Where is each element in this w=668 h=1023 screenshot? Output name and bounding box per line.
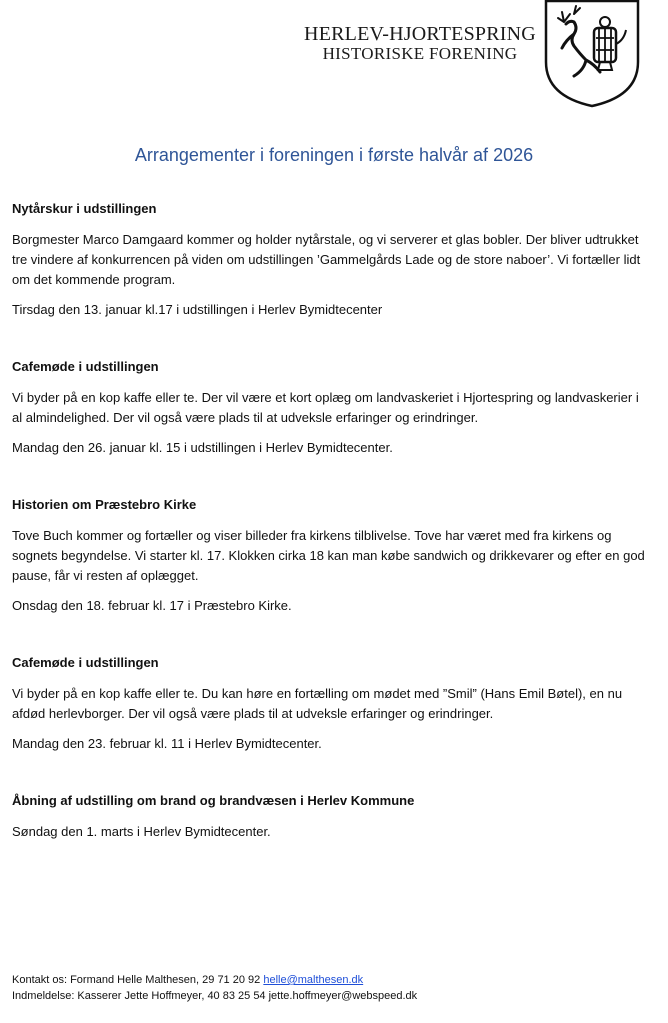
org-name-line1: HERLEV-HJORTESPRING <box>304 23 536 45</box>
event-date: Tirsdag den 13. januar kl.17 i udstillingen i Herlev Bymidtecenter <box>12 302 383 317</box>
contact-email-link[interactable]: helle@malthesen.dk <box>263 974 364 986</box>
event-date: Onsdag den 18. februar kl. 17 i Præstebro Kirke. <box>12 598 292 613</box>
event-item <box>12 654 652 754</box>
org-name <box>290 24 550 64</box>
crest-logo-icon <box>544 0 640 108</box>
event-item <box>12 358 652 458</box>
event-heading: Åbning af udstilling om brand og brandvæsen i Herlev Kommune <box>12 793 415 808</box>
org-name-line2: HISTORISKE FORENING <box>322 44 518 63</box>
contact-text: Kontakt os: Formand Helle Malthesen, 29 71 20 92 <box>12 974 264 986</box>
event-heading: Cafemøde i udstillingen <box>12 655 159 670</box>
event-description: Vi byder på en kop kaffe eller te. Du kan høre en fortælling om mødet med ”Smil” (Hans Emil Bøtel), en nu afdød herlevborger. Der vil også være plads til at udveksle erfaringer og erindringer. <box>12 686 623 721</box>
event-item <box>12 496 652 616</box>
event-item <box>12 792 652 842</box>
header <box>0 0 668 110</box>
event-heading: Cafemøde i udstillingen <box>12 359 159 374</box>
event-heading: Nytårskur i udstillingen <box>12 201 157 216</box>
events-list <box>12 200 652 880</box>
footer <box>12 972 652 1004</box>
footer-membership: Indmeldelse: Kasserer Jette Hoffmeyer, 40 83 25 54 jette.hoffmeyer@webspeed.dk <box>12 990 418 1002</box>
event-date: Søndag den 1. marts i Herlev Bymidtecenter. <box>12 824 271 839</box>
event-item <box>12 200 652 320</box>
event-date: Mandag den 23. februar kl. 11 i Herlev Bymidtecenter. <box>12 736 322 751</box>
footer-contact <box>12 972 652 988</box>
event-description: Borgmester Marco Damgaard kommer og holder nytårstale, og vi serverer et glas bobler. Der bliver udtrukket tre vindere af konkurrencen på viden om udstillingen ’Gammelgårds Lade og de store naboer’. Vi fortæller lidt om det kommende program. <box>12 232 641 287</box>
event-description: Tove Buch kommer og fortæller og viser billeder fra kirkens tilblivelse. Tove har været med fra kirkens og sognets begyndelse. Vi starter kl. 17. Klokken cirka 18 kan man købe sandwich og drikkevarer og efter en god pause, får vi resten af oplægget. <box>12 528 645 583</box>
event-date: Mandag den 26. januar kl. 15 i udstillingen i Herlev Bymidtecenter. <box>12 440 393 455</box>
page-title: Arrangementer i foreningen i første halvår af 2026 <box>134 145 534 165</box>
event-heading: Historien om Præstebro Kirke <box>12 497 197 512</box>
event-description: Vi byder på en kop kaffe eller te. Der vil være et kort oplæg om landvaskeriet i Hjortespring og landvaskerier i al almindelighed. Der vil også være plads til at udveksle erfaringer og erindringer. <box>12 390 639 425</box>
